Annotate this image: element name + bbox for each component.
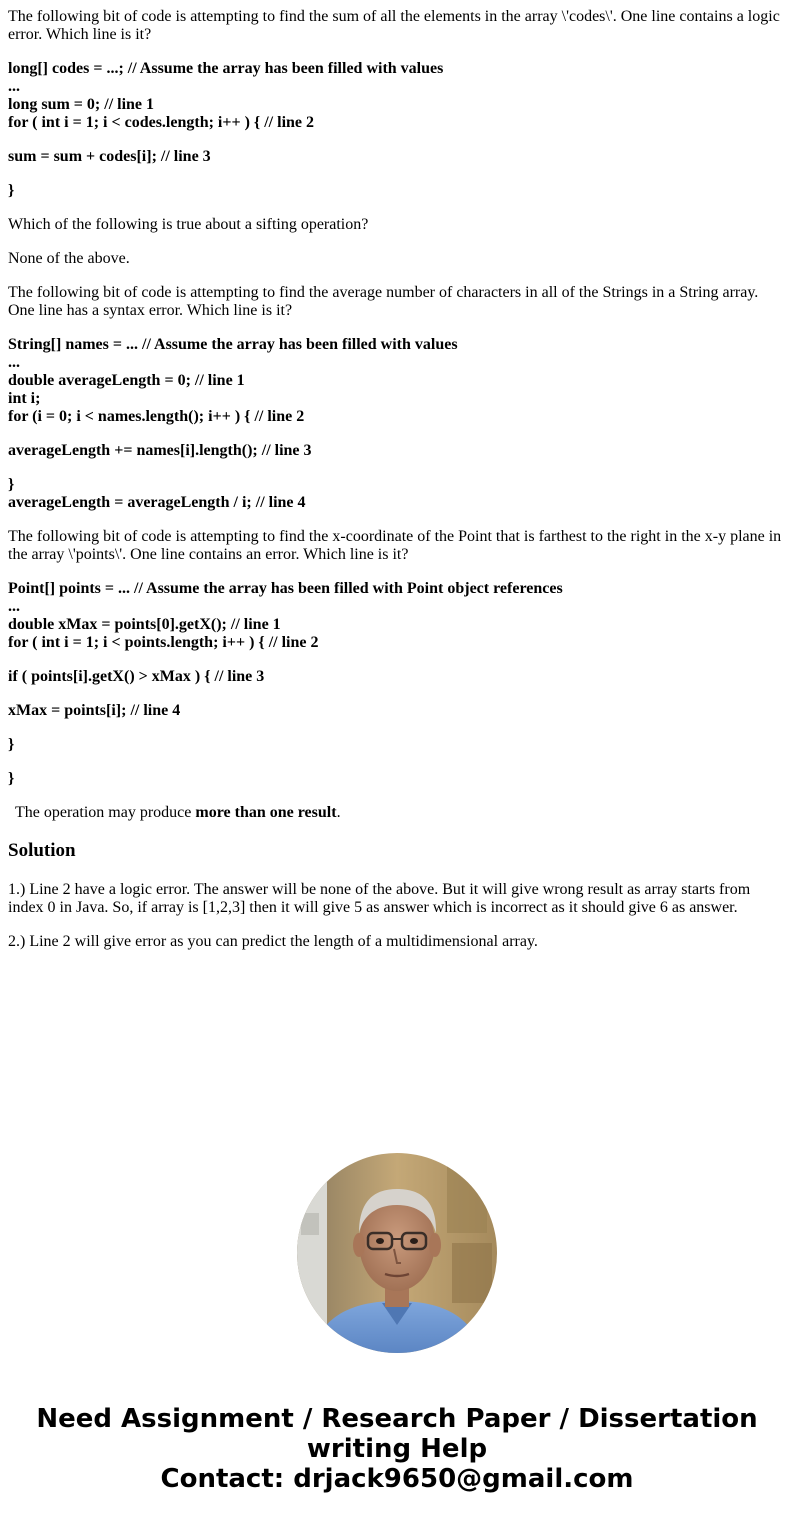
code-line: double xMax = points[0].getX(); // line 1 <box>8 616 281 633</box>
code-line: for (i = 0; i < names.length(); i++ ) { // line 2 <box>8 408 305 425</box>
question-4-code <box>8 580 786 788</box>
footer-contact: Contact: drjack9650@gmail.com <box>160 1464 634 1494</box>
author-avatar <box>297 1153 497 1353</box>
code-line: int i; <box>8 390 41 407</box>
footer-line: Need Assignment / Research Paper / Dissertation <box>36 1404 758 1434</box>
code-gap <box>8 460 786 476</box>
question-3-prompt: The following bit of code is attempting to find the average number of characters in all of the Strings in a String array. One line has a syntax error. Which line is it? <box>8 284 759 319</box>
code-gap <box>8 754 786 770</box>
note-emphasis: more than one result <box>195 804 337 821</box>
author-portrait-image <box>297 1153 497 1353</box>
code-line: ... <box>8 78 20 95</box>
question-1-prompt: The following bit of code is attempting to find the sum of all the elements in the array \'codes\'. One line contains a logic error. Which line is it? <box>8 8 780 43</box>
code-gap <box>8 720 786 736</box>
note-suffix: . <box>336 804 341 821</box>
operation-note <box>8 804 786 822</box>
code-gap <box>8 686 786 702</box>
solution-paragraph: 2.) Line 2 will give error as you can predict the length of a multidimensional array. <box>8 933 538 950</box>
question-1-code <box>8 60 786 200</box>
code-line: if ( points[i].getX() > xMax ) { // line 3 <box>8 668 265 685</box>
code-line: } <box>8 182 15 199</box>
code-line: } <box>8 770 15 787</box>
code-gap <box>8 426 786 442</box>
code-gap <box>8 166 786 182</box>
code-line: ... <box>8 598 20 615</box>
code-line: } <box>8 476 15 493</box>
solution-paragraph: 1.) Line 2 have a logic error. The answer will be none of the above. But it will give wrong result as array starts from index 0 in Java. So, if array is [1,2,3] then it will give 5 as answer which is incorrect as it should give 6 as answer. <box>8 881 751 916</box>
solution-heading: Solution <box>8 840 76 861</box>
solution-body <box>8 881 786 951</box>
code-gap <box>8 652 786 668</box>
code-line: sum = sum + codes[i]; // line 3 <box>8 148 211 165</box>
question-2-answer: None of the above. <box>8 250 130 267</box>
code-line: averageLength = averageLength / i; // line 4 <box>8 494 306 511</box>
code-line: double averageLength = 0; // line 1 <box>8 372 245 389</box>
code-line: xMax = points[i]; // line 4 <box>8 702 181 719</box>
footer-line: writing Help <box>306 1434 488 1464</box>
question-2-prompt: Which of the following is true about a sifting operation? <box>8 216 369 233</box>
code-gap <box>8 132 786 148</box>
code-line: String[] names = ... // Assume the array has been filled with values <box>8 336 458 353</box>
note-prefix: The operation may produce <box>15 804 196 821</box>
code-line: Point[] points = ... // Assume the array has been filled with Point object references <box>8 580 563 597</box>
code-line: for ( int i = 1; i < codes.length; i++ ) { // line 2 <box>8 114 315 131</box>
code-line: averageLength += names[i].length(); // line 3 <box>8 442 312 459</box>
promo-footer <box>0 1404 794 1494</box>
question-3-code <box>8 336 786 512</box>
code-line: long[] codes = ...; // Assume the array has been filled with values <box>8 60 444 77</box>
code-line: for ( int i = 1; i < points.length; i++ ) { // line 2 <box>8 634 319 651</box>
code-line: long sum = 0; // line 1 <box>8 96 155 113</box>
code-line: } <box>8 736 15 753</box>
code-line: ... <box>8 354 20 371</box>
question-4-prompt: The following bit of code is attempting to find the x-coordinate of the Point that is farthest to the right in the x-y plane in the array \'points\'. One line contains an error. Which line is it? <box>8 528 782 563</box>
